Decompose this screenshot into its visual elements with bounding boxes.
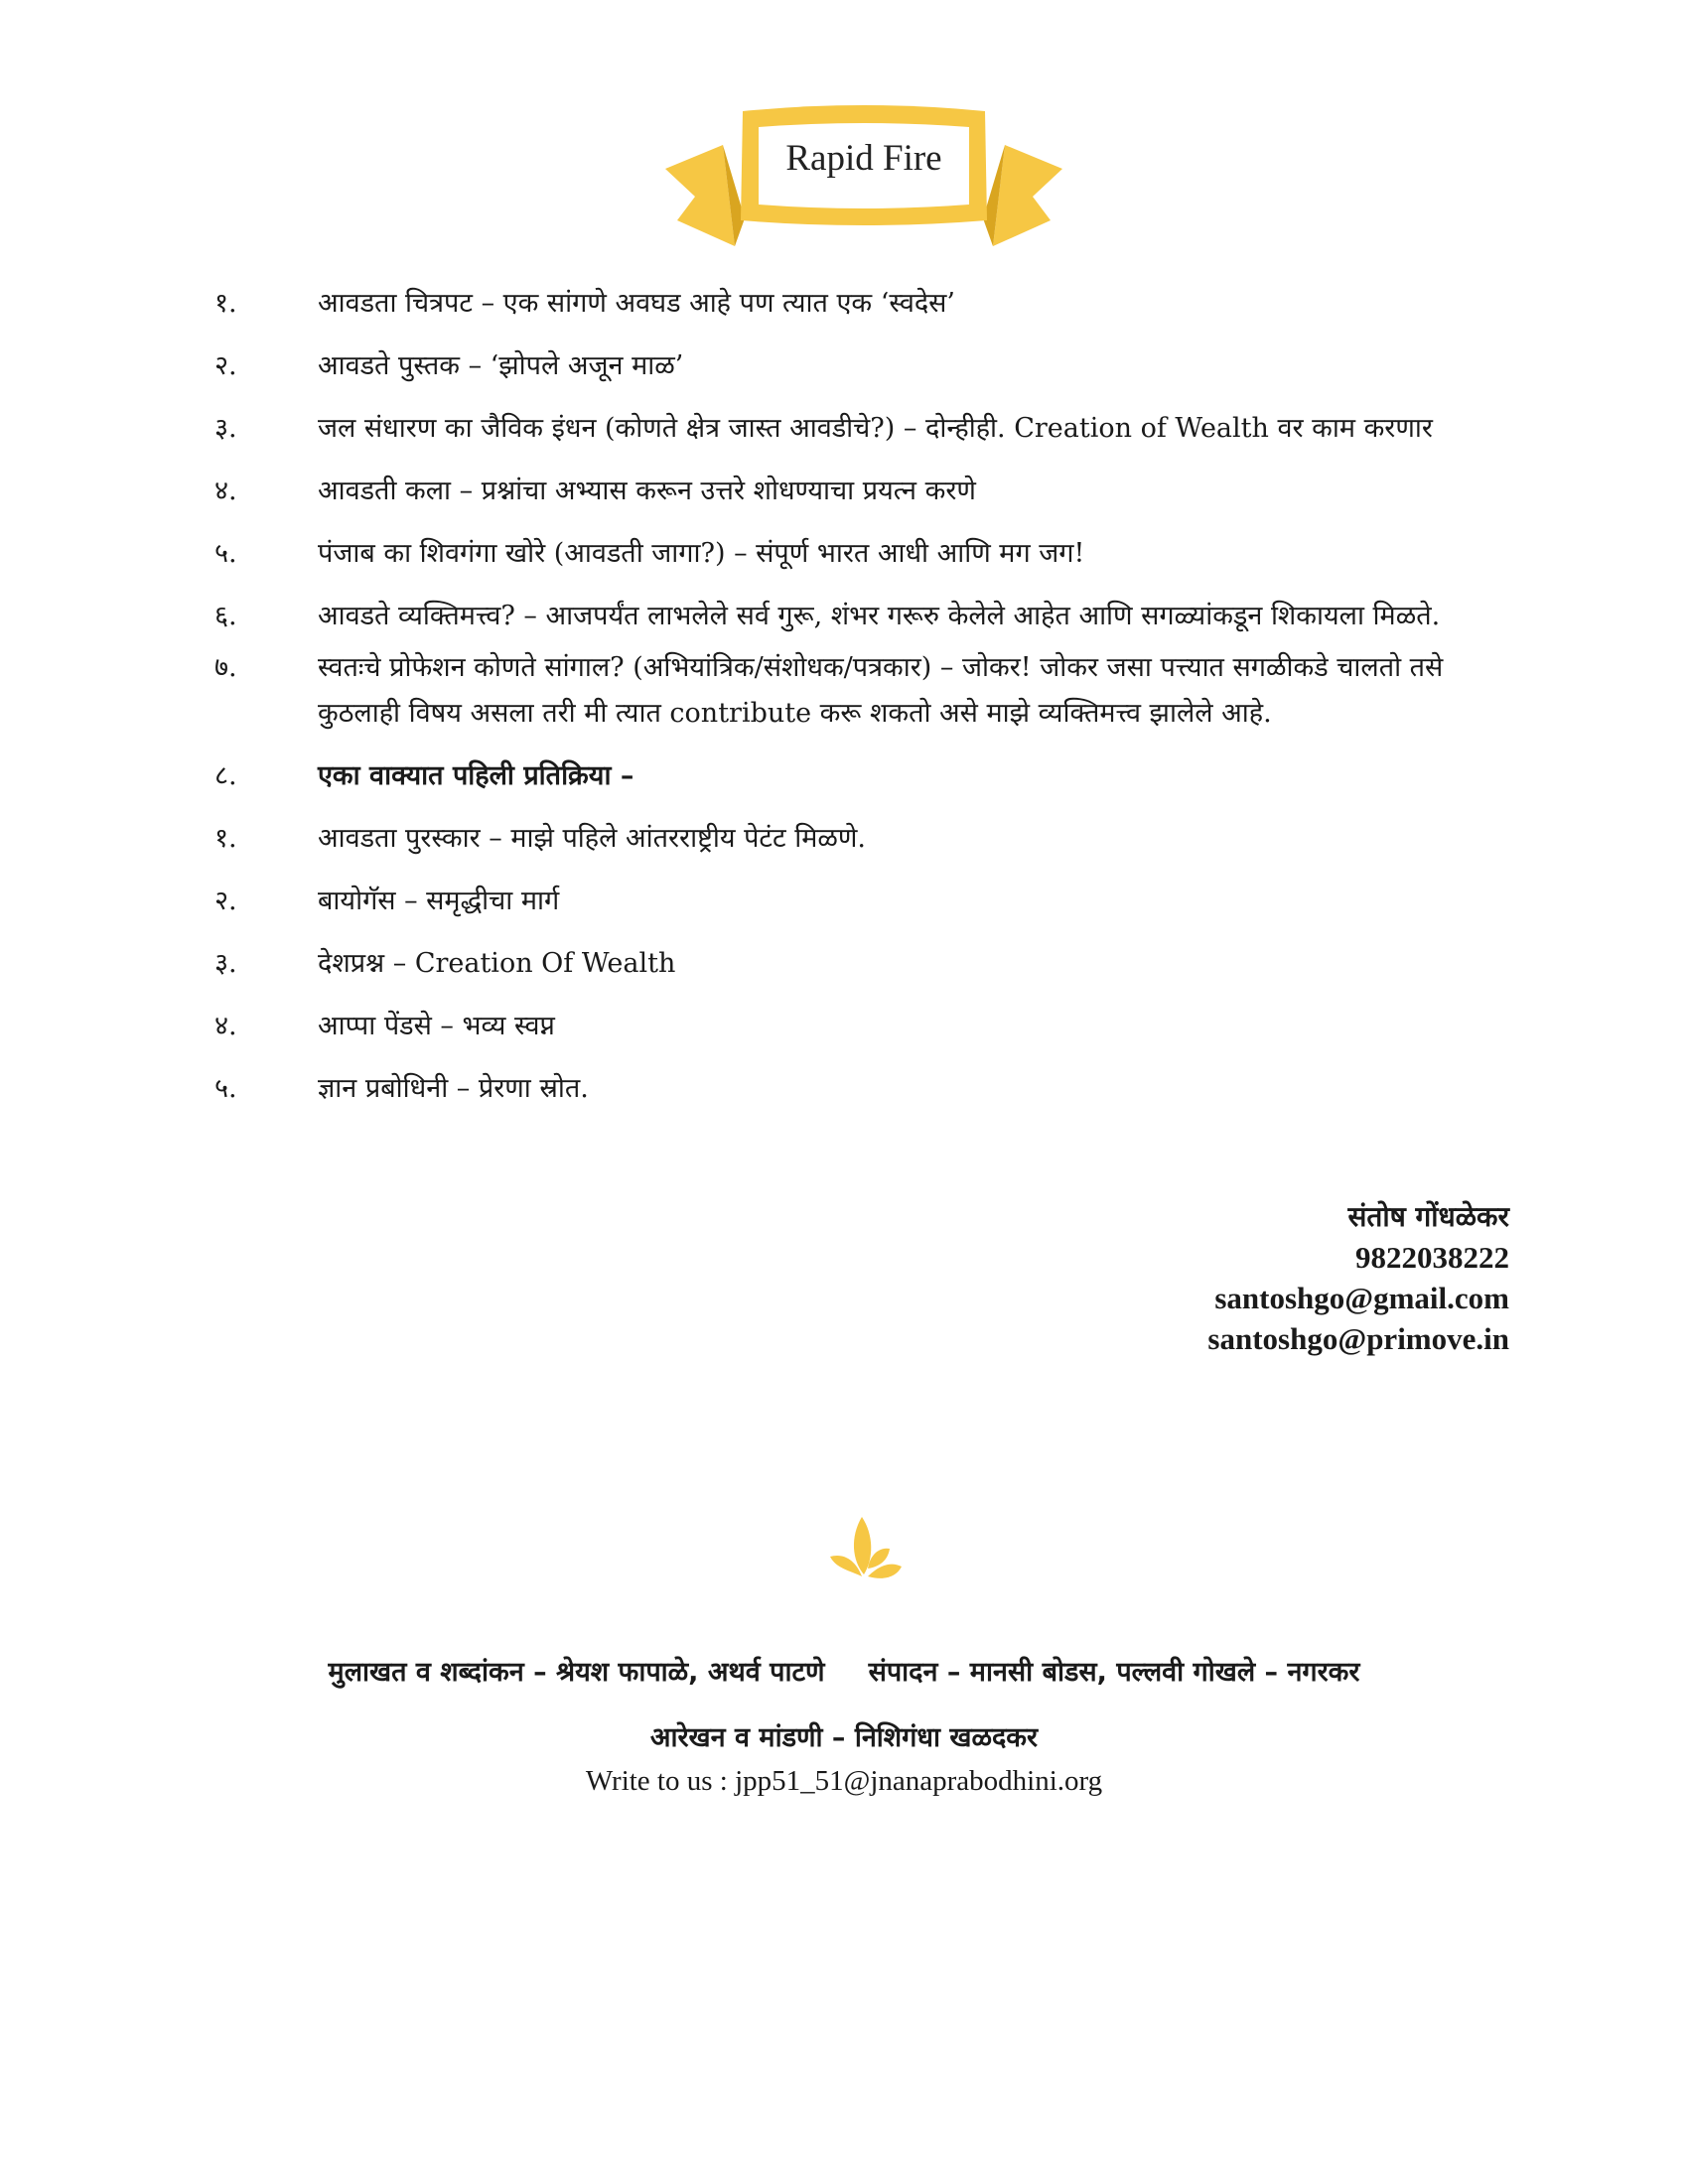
item-text: आवडती कला – प्रश्नांचा अभ्यास करून उत्तरे शोधण्याचा प्रयत्न करणे xyxy=(318,476,976,506)
flower-ornament-icon xyxy=(824,1509,908,1586)
item-text: पंजाब का शिवगंगा खोरे (आवडती जागा?) – संपूर्ण भारत आधी आणि मग जग! xyxy=(318,538,1085,569)
item-text: आवडते पुस्तक – ‘झोपले अजून माळ’ xyxy=(318,350,684,381)
list-item xyxy=(214,406,1509,452)
author-email-2: santoshgo@primove.in xyxy=(1207,1321,1509,1356)
item-number: ३. xyxy=(214,413,237,444)
heading-text: एका वाक्यात पहिली प्रतिक्रिया – xyxy=(318,760,634,791)
section-heading xyxy=(214,753,1509,799)
item-number: ३. xyxy=(214,948,237,979)
item-number: ७. xyxy=(214,652,237,683)
list-item xyxy=(214,1066,1509,1112)
list-item xyxy=(214,343,1509,389)
item-text: ज्ञान प्रबोधिनी – प्रेरणा स्रोत. xyxy=(318,1073,589,1104)
credits-line-1 xyxy=(0,1640,1688,1706)
author-signature xyxy=(1207,1196,1509,1359)
item-number: ४. xyxy=(214,1011,237,1041)
item-number: ६. xyxy=(214,601,237,631)
item-number: ८. xyxy=(214,760,237,791)
list-item xyxy=(214,1004,1509,1049)
list-item xyxy=(214,594,1509,639)
item-number: ४. xyxy=(214,476,237,506)
credits xyxy=(0,1640,1688,1771)
list-item xyxy=(214,645,1509,737)
banner-title: Rapid Fire xyxy=(785,138,942,179)
item-number: ५. xyxy=(214,538,237,569)
item-number: २. xyxy=(214,350,237,381)
item-number: २. xyxy=(214,886,237,916)
author-email-1: santoshgo@gmail.com xyxy=(1214,1281,1509,1315)
rapid-fire-banner xyxy=(665,99,1062,258)
contact-line: Write to us : jpp51_51@jnanaprabodhini.org xyxy=(585,1765,1103,1797)
editing-credit: संपादन – मानसी बोडस, पल्लवी गोखले – नगरकर xyxy=(868,1657,1360,1688)
item-number: ५. xyxy=(214,1073,237,1104)
list-item xyxy=(214,941,1509,987)
item-text: देशप्रश्न – Creation Of Wealth xyxy=(318,948,676,979)
item-text: स्वतःचे प्रोफेशन कोणते सांगाल? (अभियांत्रिक/संशोधक/पत्रकार) – जोकर! जोकर जसा पत्त्यात सगळीकडे चालतो तसे कुठलाही विषय असला तरी मी त्यात contribute करू शकतो असे माझे व्यक्तिमत्त्व झालेले आहे. xyxy=(318,652,1444,729)
qa-list xyxy=(214,281,1509,1112)
item-text: आप्पा पेंडसे – भव्य स्वप्न xyxy=(318,1011,555,1041)
list-item xyxy=(214,879,1509,924)
item-number: १. xyxy=(214,288,237,319)
item-text: आवडते व्यक्तिमत्त्व? – आजपर्यंत लाभलेले सर्व गुरू, शंभर गरूरु केलेले आहेत आणि सगळ्यांकडून शिकायला मिळते. xyxy=(318,601,1441,631)
author-name: संतोष गोंधळेकर xyxy=(1347,1200,1509,1233)
author-phone: 9822038222 xyxy=(1355,1240,1509,1275)
item-text: बायोगॅस – समृद्धीचा मार्ग xyxy=(318,886,560,916)
item-text: आवडता चित्रपट – एक सांगणे अवघड आहे पण त्यात एक ‘स्वदेस’ xyxy=(318,288,956,319)
design-credit: आरेखन व मांडणी – निशिगंधा खळदकर xyxy=(649,1722,1039,1753)
item-text: आवडता पुरस्कार – माझे पहिले आंतरराष्ट्रीय पेटंट मिळणे. xyxy=(318,823,866,854)
interview-credit: मुलाखत व शब्दांकन – श्रेयश फापाळे, अथर्व पाटणे xyxy=(328,1657,825,1688)
list-item xyxy=(214,531,1509,577)
list-item xyxy=(214,469,1509,514)
item-number: १. xyxy=(214,823,237,854)
list-item xyxy=(214,281,1509,327)
item-text: जल संधारण का जैविक इंधन (कोणते क्षेत्र जास्त आवडीचे?) – दोन्हीही. Creation of Wealth वर काम करणार xyxy=(318,413,1433,444)
list-item xyxy=(214,816,1509,862)
